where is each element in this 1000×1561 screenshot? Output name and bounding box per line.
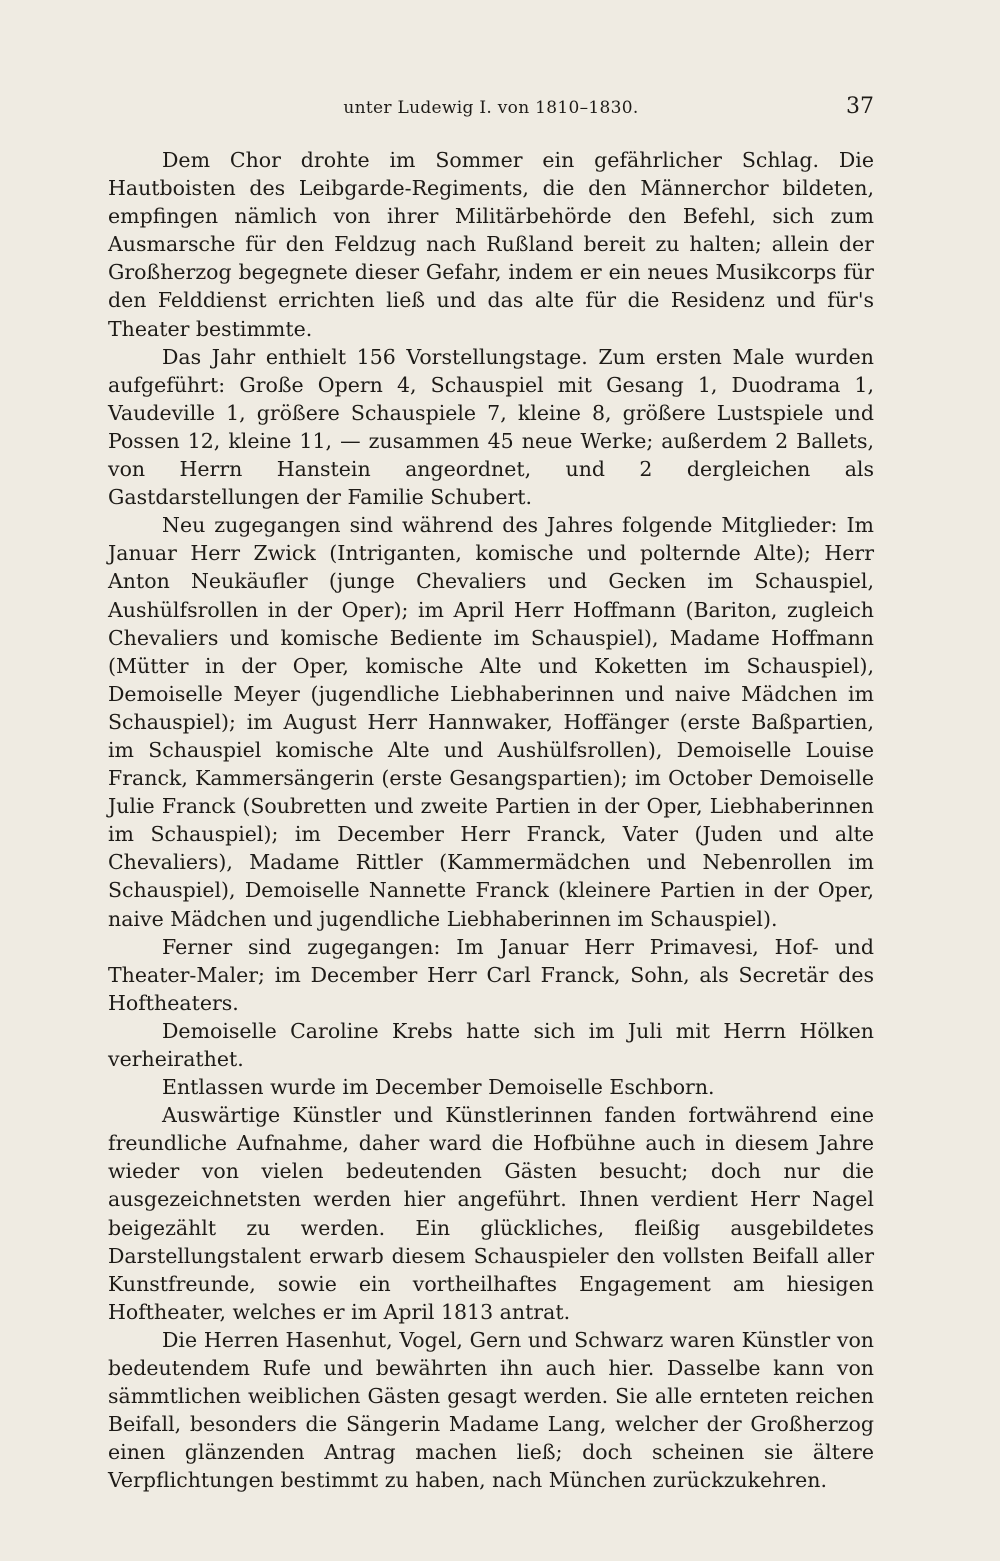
running-head xyxy=(108,94,874,130)
paragraph-chor: Dem Chor drohte im Sommer ein gefährlicher Schlag. Die Hautboisten des Leibgarde-Regiments, die den Männerchor bildeten, empfingen nämlich von ihrer Militärbehörde den Befehl, sich zum Ausmarsche für den Feldzug nach Rußland bereit zu halten; allein der Großherzog begegnete dieser Gefahr, indem er ein neues Musikcorps für den Felddienst errichten ließ und das alte für die Residenz und für's Theater bestimmte. xyxy=(108,148,874,341)
paragraph-herren: Die Herren Hasenhut, Vogel, Gern und Schwarz waren Künstler von bedeutendem Rufe und bewährten ihn auch hier. Dasselbe kann von sämmtlichen weiblichen Gästen gesagt werden. Sie alle ernteten reichen Beifall, besonders die Sängerin Madame Lang, welcher der Großherzog einen glänzenden Antrag machen ließ; doch scheinen sie ältere Verpflichtungen bestimmt zu haben, nach München zurückzukehren. xyxy=(108,1327,874,1493)
page-number: 37 xyxy=(846,94,874,119)
paragraph-krebs: Demoiselle Caroline Krebs hatte sich im Juli mit Herrn Hölken verheirathet. xyxy=(108,1018,874,1071)
running-title: unter Ludewig I. von 1810–1830. xyxy=(343,98,639,118)
paragraph-neu-zugegangen: Neu zugegangen sind während des Jahres folgende Mitglieder: Im Januar Herr Zwick (Intriganten, komische und polternde Alte); Herr Anton Neukäufler (junge Chevaliers und Gecken im Schauspiel, Aushülfsrollen in der Oper); im April Herr Hoffmann (Bariton, zugleich Chevaliers und komische Bediente im Schauspiel), Madame Hoffmann (Mütter in der Oper, komische Alte und Koketten im Schauspiel), Demoiselle Meyer (jugendliche Liebhaberinnen und naive Mädchen im Schauspiel); im August Herr Hannwaker, Hoffänger (erste Baßpartien, im Schauspiel komische Alte und Aushülfsrollen), Demoiselle Louise Franck, Kammersängerin (erste Gesangspartien); im October Demoiselle Julie Franck (Soubretten und zweite Partien in der Oper, Liebhaberinnen im Schauspiel); im December Herr Franck, Vater (Juden und alte Chevaliers), Madame Rittler (Kammermädchen und Nebenrollen im Schauspiel), Demoiselle Nannette Franck (kleinere Partien in der Oper, naive Mädchen und jugendliche Liebhaberinnen im Schauspiel). xyxy=(108,513,874,931)
body-text xyxy=(108,146,874,1495)
paragraph-ferner: Ferner sind zugegangen: Im Januar Herr Primavesi, Hof- und Theater-Maler; im December Herr Carl Franck, Sohn, als Secretär des Hoftheaters. xyxy=(108,934,874,1015)
paragraph-entlassen: Entlassen wurde im December Demoiselle Eschborn. xyxy=(162,1075,715,1100)
paragraph-auswaertige: Auswärtige Künstler und Künstlerinnen fanden fortwährend eine freundliche Aufnahme, daher ward die Hofbühne auch in diesem Jahre wieder von vielen bedeutenden Gästen besucht; doch nur die ausgezeichnetsten werden hier angeführt. Ihnen verdient Herr Nagel beigezählt zu werden. Ein glückliches, fleißig ausgebildetes Darstellungstalent erwarb diesem Schauspieler den vollsten Beifall aller Kunstfreunde, sowie ein vortheilhaftes Engagement am hiesigen Hoftheater, welches er im April 1813 antrat. xyxy=(108,1103,874,1324)
paragraph-jahr: Das Jahr enthielt 156 Vorstellungstage. Zum ersten Male wurden aufgeführt: Große Opern 4, Schauspiel mit Gesang 1, Duodrama 1, Vaudeville 1, größere Schauspiele 7, kleine 8, größere Lustspiele und Possen 12, kleine 11, — zusammen 45 neue Werke; außerdem 2 Ballets, von Herrn Hanstein angeordnet, und 2 dergleichen als Gastdarstellungen der Familie Schubert. xyxy=(108,344,874,510)
